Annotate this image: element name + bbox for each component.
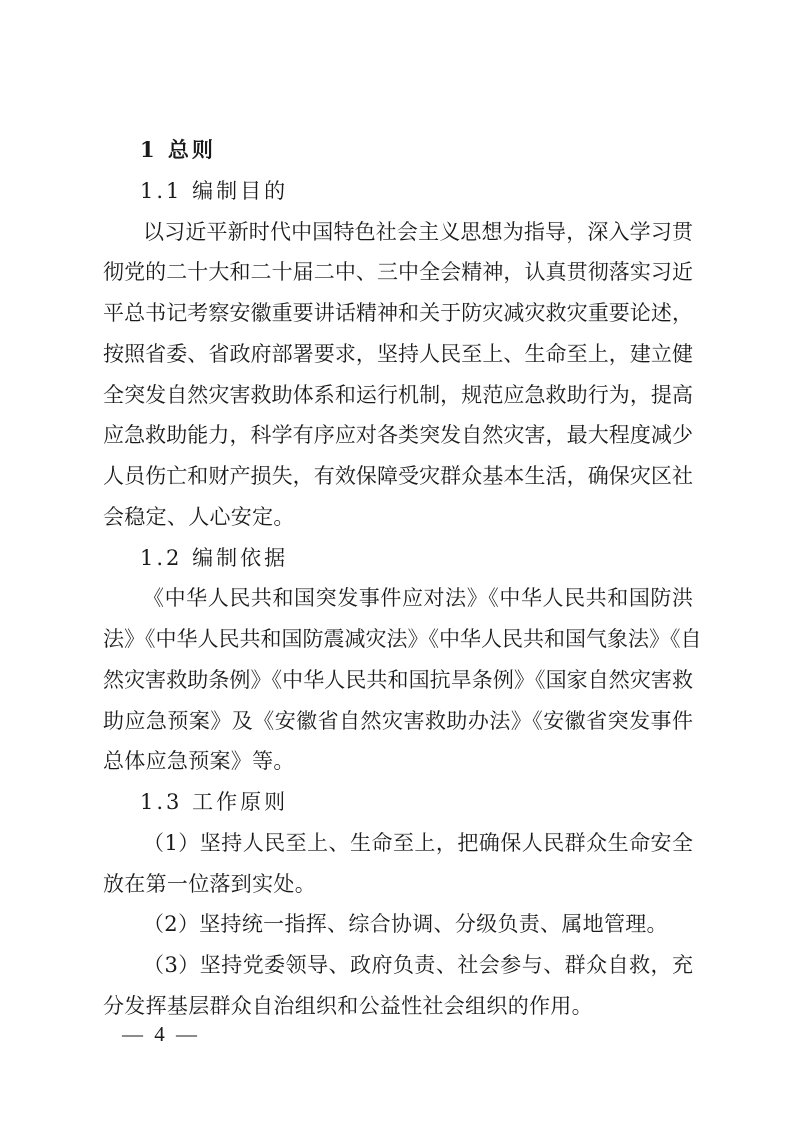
paragraph-line: 《中华人民共和国突发事件应对法》《中华人民共和国防洪 [143, 586, 693, 611]
paragraph-line: 法》《中华人民共和国防震减灾法》《中华人民共和国气象法》《自 [103, 627, 702, 651]
paragraph-line: （1）坚持人民至上、生命至上，把确保人民群众生命安全 [143, 830, 693, 855]
paragraph-line: 应急救助能力，科学有序应对各类突发自然灾害，最大程度减少 [103, 423, 693, 448]
section-heading: 1.2 编制依据 [140, 545, 289, 570]
paragraph-line: 然灾害救助条例》《中华人民共和国抗旱条例》《国家自然灾害救 [103, 667, 693, 692]
paragraph-line: 分发挥基层群众自治组织和公益性社会组织的作用。 [103, 993, 593, 1018]
section-heading: 1.1 编制目的 [140, 178, 289, 203]
page-number: — 4 — [122, 1022, 200, 1046]
paragraph-line: 会稳定、人心安定。 [103, 504, 295, 529]
paragraph-line: 彻党的二十大和二十届二中、三中全会精神，认真贯彻落实习近 [103, 260, 693, 285]
paragraph-line: 人员伤亡和财产损失，有效保障受灾群众基本生活，确保灾区社 [103, 464, 693, 488]
paragraph-line: 全突发自然灾害救助体系和运行机制，规范应急救助行为，提高 [103, 382, 693, 407]
paragraph-line: 按照省委、省政府部署要求，坚持人民至上、生命至上，建立健 [103, 341, 693, 366]
chapter-heading: 1 总则 [140, 137, 216, 162]
paragraph-line: 总体应急预案》等。 [103, 749, 295, 774]
section-heading: 1.3 工作原则 [140, 790, 289, 814]
paragraph-line: 以习近平新时代中国特色社会主义思想为指导，深入学习贯 [143, 219, 693, 244]
paragraph-line: （3）坚持党委领导、政府负责、社会参与、群众自救，充 [143, 953, 693, 977]
paragraph-line: 放在第一位落到实处。 [103, 871, 316, 896]
paragraph-line: 助应急预案》及《安徽省自然灾害救助办法》《安徽省突发事件 [103, 708, 693, 733]
paragraph-line: 平总书记考察安徽重要讲话精神和关于防灾减灾救灾重要论述， [103, 301, 693, 325]
paragraph-line: （2）坚持统一指挥、综合协调、分级负责、属地管理。 [143, 912, 668, 937]
